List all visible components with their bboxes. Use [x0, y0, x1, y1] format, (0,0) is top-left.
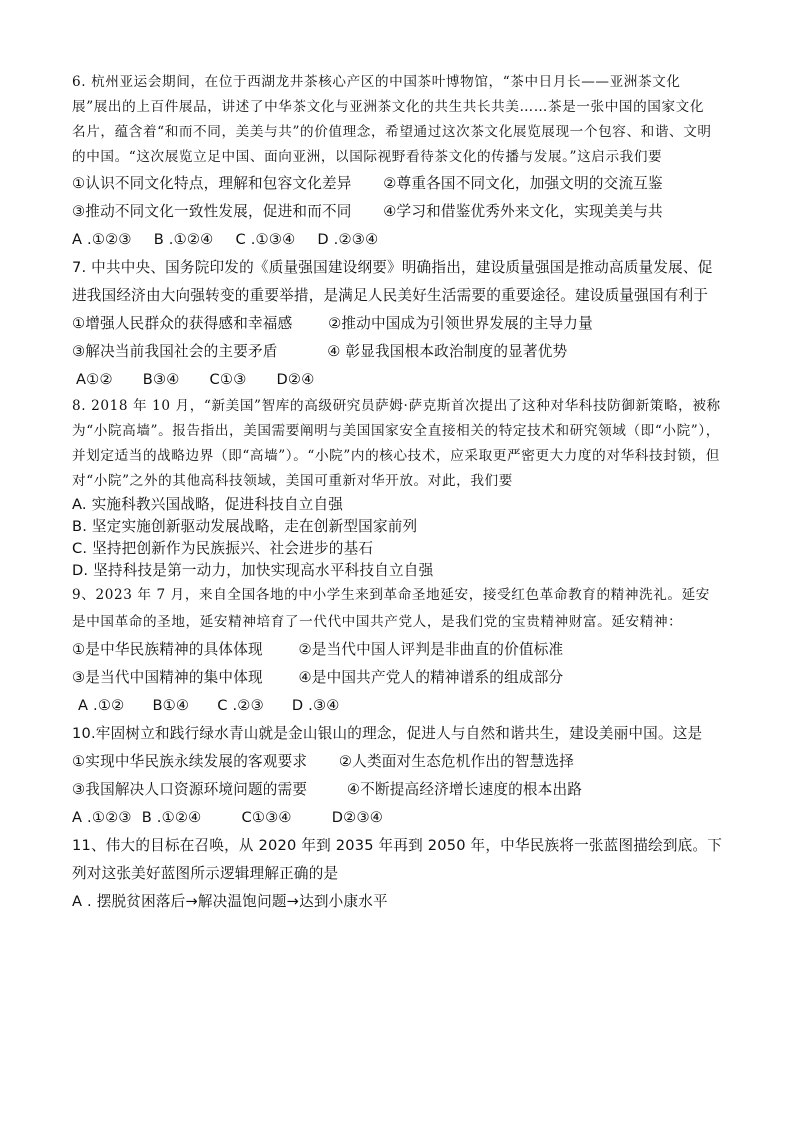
- statement-4: ④是中国共产党人的精神谱系的组成部分: [298, 669, 564, 686]
- question-10-statements-2: [72, 776, 732, 804]
- statement-3: ③是当代中国精神的集中体现: [72, 669, 263, 686]
- option-c[interactable]: C. 坚持把创新作为民族振兴、社会进步的基石: [72, 540, 374, 557]
- statement-1: ①认识不同文化特点，理解和包容文化差异: [72, 175, 352, 192]
- question-10-options: [72, 804, 732, 832]
- question-6: [72, 70, 732, 254]
- option-c[interactable]: C .①③④: [235, 231, 296, 248]
- option-b[interactable]: B③④: [142, 371, 180, 388]
- option-d[interactable]: D②④: [276, 371, 315, 388]
- question-6-statements-1: [72, 170, 732, 198]
- statement-3: ③解决当前我国社会的主要矛盾: [72, 343, 278, 360]
- question-11-stem: 11、伟大的目标在召唤，从 2020 年到 2035 年再到 2050 年，中华民族将一张蓝图描绘到底。下列对这张美好蓝图所示逻辑理解正确的是: [72, 837, 723, 882]
- statement-2: ②是当代中国人评判是非曲直的价值标准: [298, 641, 564, 658]
- statement-1: ①增强人民群众的获得感和幸福感: [72, 315, 293, 332]
- question-9: [72, 582, 732, 720]
- question-10-stem: 10.牢固树立和践行绿水青山就是金山银山的理念，促进人与自然和谐共生，建设美丽中国。这是: [72, 725, 703, 742]
- statement-2: ②人类面对生态危机作出的智慧选择: [338, 753, 575, 770]
- question-10: [72, 720, 732, 832]
- statement-4: ④ 彰显我国根本政治制度的显著优势: [327, 343, 568, 360]
- question-7: [72, 254, 732, 394]
- question-11: [72, 832, 732, 916]
- question-8-stem: 8. 2018 年 10 月，“新美国”智库的高级研究员萨姆·萨克斯首次提出了这种对华科技防御新策略，被称为“小院高墙”。报告指出，美国需要阐明与美国国家安全直接相关的特定技术和研究领域（即“小院”），并划定适当的战略边界（即“高墙”）。“小院”内的核心技术，应采取更严密更大力度的对华科技封锁，但对“小院”之外的其他高科技领域，美国可重新对华开放。对此，我们要: [72, 398, 721, 489]
- statement-4: ④学习和借鉴优秀外来文化，实现美美与共: [383, 203, 663, 220]
- question-6-stem: 6. 杭州亚运会期间，在位于西湖龙井茶核心产区的中国茶叶博物馆，“茶中日月长——亚洲茶文化展”展出的上百件展品，讲述了中华茶文化与亚洲茶文化的共生共长共美……茶是一张中国的国家文化名片，蕴含着“和而不同，美美与共”的价值理念，希望通过这次茶文化展览展现一个包容、和谐、文明的中国。“这次展览立足中国、面向亚洲，以国际视野看待茶文化的传播与发展。”这启示我们要: [72, 74, 712, 165]
- question-6-statements-2: [72, 198, 732, 226]
- statement-3: ③推动不同文化一致性发展，促进和而不同: [72, 203, 352, 220]
- statement-2: ②推动中国成为引领世界发展的主导力量: [328, 315, 593, 332]
- question-8: [72, 394, 732, 582]
- statement-3: ③我国解决人口资源环境问题的需要: [72, 781, 308, 798]
- question-6-options: [72, 226, 732, 254]
- question-9-statements-1: [72, 636, 732, 664]
- question-9-options: [72, 692, 732, 720]
- option-d[interactable]: D .②③④: [317, 231, 379, 248]
- statement-1: ①实现中华民族永续发展的客观要求: [72, 753, 308, 770]
- option-a[interactable]: A①②: [76, 371, 113, 388]
- question-10-statements-1: [72, 748, 732, 776]
- option-c[interactable]: C①③: [209, 371, 247, 388]
- question-9-stem: 9、2023 年 7 月，来自全国各地的中小学生来到革命圣地延安，接受红色革命教育的精神洗礼。延安是中国革命的圣地，延安精神培育了一代代中国共产党人，是我们党的宝贵精神财富。延安精神：: [72, 587, 711, 630]
- statement-2: ②尊重各国不同文化，加强文明的交流互鉴: [383, 175, 663, 192]
- option-b[interactable]: B .①②④: [153, 231, 214, 248]
- statement-1: ①是中华民族精神的具体体现: [72, 641, 263, 658]
- question-7-statements-2: [72, 338, 732, 366]
- question-9-statements-2: [72, 664, 732, 692]
- option-d[interactable]: D .③④: [291, 697, 340, 714]
- option-c[interactable]: C .②③: [217, 697, 264, 714]
- option-a[interactable]: A .①②③: [72, 231, 132, 248]
- option-a[interactable]: A .①②③: [72, 809, 132, 826]
- option-c[interactable]: C①③④: [241, 809, 292, 826]
- statement-4: ④不断提高经济增长速度的根本出路: [346, 781, 583, 798]
- option-b[interactable]: B①④: [152, 697, 190, 714]
- option-d[interactable]: D②③④: [331, 809, 384, 826]
- exam-page: [72, 70, 732, 916]
- question-7-stem: 7. 中共中央、国务院印发的《质量强国建设纲要》明确指出，建设质量强国是推动高质量发展、促进我国经济由大向强转变的重要举措，是满足人民美好生活需要的重要途径。建设质量强国有利于: [72, 259, 713, 304]
- question-7-options: [72, 366, 732, 394]
- option-b[interactable]: B .①②④: [141, 809, 202, 826]
- option-a[interactable]: A .①②: [78, 697, 125, 714]
- option-a[interactable]: A . 摆脱贫困落后→解决温饱问题→达到小康水平: [72, 893, 388, 910]
- option-a[interactable]: A. 实施科教兴国战略，促进科技自立自强: [72, 496, 344, 513]
- option-b[interactable]: B. 坚定实施创新驱动发展战略，走在创新型国家前列: [72, 518, 418, 535]
- option-d[interactable]: D. 坚持科技是第一动力，加快实现高水平科技自立自强: [72, 562, 434, 579]
- question-7-statements-1: [72, 310, 732, 338]
